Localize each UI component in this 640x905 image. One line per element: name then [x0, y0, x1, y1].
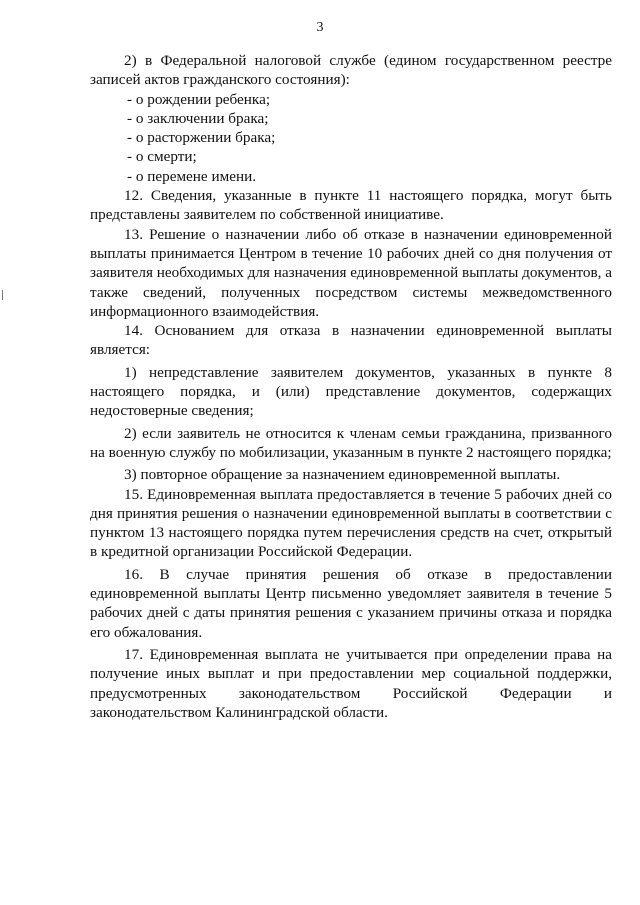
- paragraph-12: 12. Сведения, указанные в пункте 11 настоящего порядка, могут быть представлены заявителем по собственной инициативе.: [90, 187, 612, 224]
- paragraph-14-item-3: 3) повторное обращение за назначением единовременной выплаты.: [124, 466, 561, 484]
- scan-edge-mark: [2, 290, 3, 300]
- document-body: [90, 51, 612, 722]
- paragraph-16: 16. В случае принятия решения об отказе в предоставлении единовременной выплаты Центр письменно уведомляет заявителя в течение 5 рабочих дней с даты принятия решения с указанием причины отказа и порядка его обжалования.: [90, 565, 612, 641]
- list-item-birth: - о рождении ребенка;: [127, 90, 271, 108]
- paragraph-15: 15. Единовременная выплата предоставляется в течение 5 рабочих дней со дня принятия решения о назначении единовременной выплаты в соответствии с пунктом 13 настоящего порядка путем перечисления средств на счет, открытый в кредитной организации Российской Федерации.: [90, 485, 612, 561]
- list-item-death: - о смерти;: [127, 148, 197, 166]
- paragraph-14-item-2: 2) если заявитель не относится к членам семьи гражданина, призванного на военную службу по мобилизации, указанным в пункте 2 настоящего порядка;: [90, 424, 612, 461]
- list-item-name-change: - о перемене имени.: [127, 167, 256, 185]
- paragraph-14-item-1: 1) непредставление заявителем документов, указанных в пункте 8 настоящего порядка, и (или) представление документов, содержащих недостоверные сведения;: [90, 363, 612, 420]
- list-item-divorce: - о расторжении брака;: [127, 129, 276, 147]
- paragraph-fns-sources: 2) в Федеральной налоговой службе (едином государственном реестре записей актов гражданского состояния):: [90, 52, 612, 89]
- paragraph-14: 14. Основанием для отказа в назначении единовременной выплаты является:: [90, 322, 612, 359]
- paragraph-17: 17. Единовременная выплата не учитывается при определении права на получение иных выплат и при предоставлении мер социальной поддержки, предусмотренных законодательством Российской Федерации и законодательством Калининградской области.: [90, 645, 612, 721]
- paragraph-13: 13. Решение о назначении либо об отказе в назначении единовременной выплаты принимается Центром в течение 10 рабочих дней со дня получения от заявителя необходимых для назначения единовременной выплаты документов, а также сведений, полученных посредством системы межведомственного информационного взаимодействия.: [90, 225, 612, 320]
- page-number: 3: [316, 20, 324, 35]
- list-item-marriage: - о заключении брака;: [127, 109, 269, 127]
